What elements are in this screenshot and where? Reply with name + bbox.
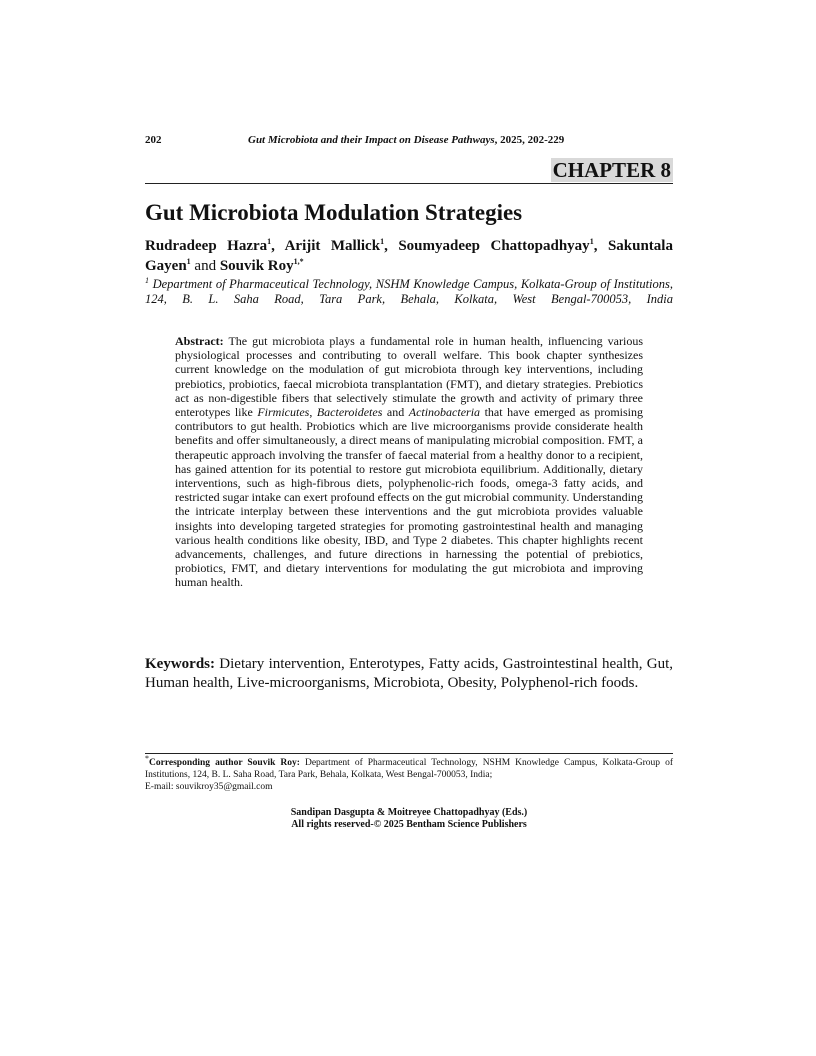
author-affiliation-marker: 1 [380, 237, 385, 246]
corresponding-author-footnote [145, 753, 673, 793]
taxon-name: Firmicutes [257, 405, 310, 420]
author-name: Souvik Roy [219, 258, 294, 274]
publisher-block [145, 807, 673, 831]
author-separator: , [593, 238, 608, 254]
page-number: 202 [145, 134, 162, 146]
chapter-divider [145, 183, 673, 184]
abstract [175, 334, 643, 590]
affiliation-marker: 1 [145, 275, 149, 285]
author-affiliation-marker: 1 [267, 237, 272, 246]
abstract-text: The gut microbiota plays a fundamental role in human health, influencing various physiological processes and contributing to overall welfare. This book chapter synthesizes current knowledge on the modulation of gut microbiota through key interventions, including prebiotics, probiotics, faecal microbiota transplantation (FMT), and dietary strategies. Prebiotics act as non-digestible fibers that selectively stimulate the growth and activity of primary three enterotypes like [175, 334, 643, 420]
journal-citation [248, 133, 564, 147]
author-name: Arijit Mallick [284, 238, 381, 254]
abstract-text: that have emerged as promising contributors to gut health. Probiotics which are live microorganisms provide considerate health benefits and offer simultaneously, a direct means of manipulating microbial composition. FMT, a therapeutic approach involving the transfer of faecal material from a healthy donor to a recipient, has gained attention for its potential to restore gut microbiota equilibrium. Additionally, dietary interventions, such as high-fibrous diets, polyphenolic-rich foods, omega-3 fatty acids, and restricted sugar intake can exert profound effects on the gut microbial community. Understanding the intricate interplay between these interventions and the gut microbiota provides valuable insights into developing targeted strategies for promoting gastrointestinal health and managing various health conditions like obesity, IBD, and Type 2 diabetes. This chapter highlights recent advancements, challenges, and future directions in harnessing the potential of prebiotics, probiotics, FMT, and dietary interventions for modulating the gut microbiota and improving human health. [175, 405, 644, 590]
copyright-line: All rights reserved-© 2025 Bentham Science Publishers [291, 819, 527, 830]
abstract-label: Abstract: [175, 334, 224, 348]
footnote-divider [145, 753, 673, 754]
journal-title: Gut Microbiota and their Impact on Disease Pathways [248, 134, 495, 146]
author-separator: , [384, 238, 399, 254]
author-affiliation-marker: 1,* [293, 257, 304, 266]
taxon-name: Bacteroidetes [316, 405, 383, 420]
author-separator: and [190, 258, 220, 274]
footnote-text: Department of Pharmaceutical Technology, NSHM Knowledge Campus, Kolkata-Group of Institutions, 124, B. L. Saha Road, Tara Park, Behala, Kolkata, West Bengal-700053, India; [145, 758, 673, 780]
author-affiliation-marker: 1 [589, 237, 594, 246]
footnote-label: Corresponding author Souvik Roy: [149, 758, 300, 768]
journal-volume-pages: , 2025, 202-229 [494, 134, 565, 146]
chapter-label: CHAPTER 8 [552, 158, 671, 182]
editors-line: Sandipan Dasgupta & Moitreyee Chattopadhyay (Eds.) [290, 807, 528, 818]
affiliation [145, 277, 673, 307]
author-separator: , [271, 238, 285, 254]
footnote-marker: * [145, 753, 149, 763]
author-list [145, 236, 673, 276]
author-name: Sakuntala Gayen [145, 238, 673, 274]
keywords-text: Dietary intervention, Enterotypes, Fatty acids, Gastrointestinal health, Gut, Human health, Live-microorganisms, Microbiota, Obesity, Polyphenol-rich foods. [145, 656, 673, 691]
affiliation-text: Department of Pharmaceutical Technology, NSHM Knowledge Campus, Kolkata-Group of Institutions, 124, B. L. Saha Road, Tara Park, Behala, Kolkata, West Bengal-700053, India [145, 277, 673, 306]
author-name: Rudradeep Hazra [145, 238, 268, 254]
author-name: Soumyadeep Chattopadhyay [398, 238, 590, 254]
chapter-title: Gut Microbiota Modulation Strategies [145, 200, 523, 225]
taxon-name: Actinobacteria [408, 405, 481, 420]
keywords-label: Keywords: [145, 656, 215, 672]
corresponding-email: E-mail: souvikroy35@gmail.com [145, 782, 273, 792]
abstract-text: and [382, 405, 409, 420]
keywords [145, 655, 673, 693]
abstract-text: , [309, 405, 317, 420]
author-affiliation-marker: 1 [186, 257, 191, 266]
